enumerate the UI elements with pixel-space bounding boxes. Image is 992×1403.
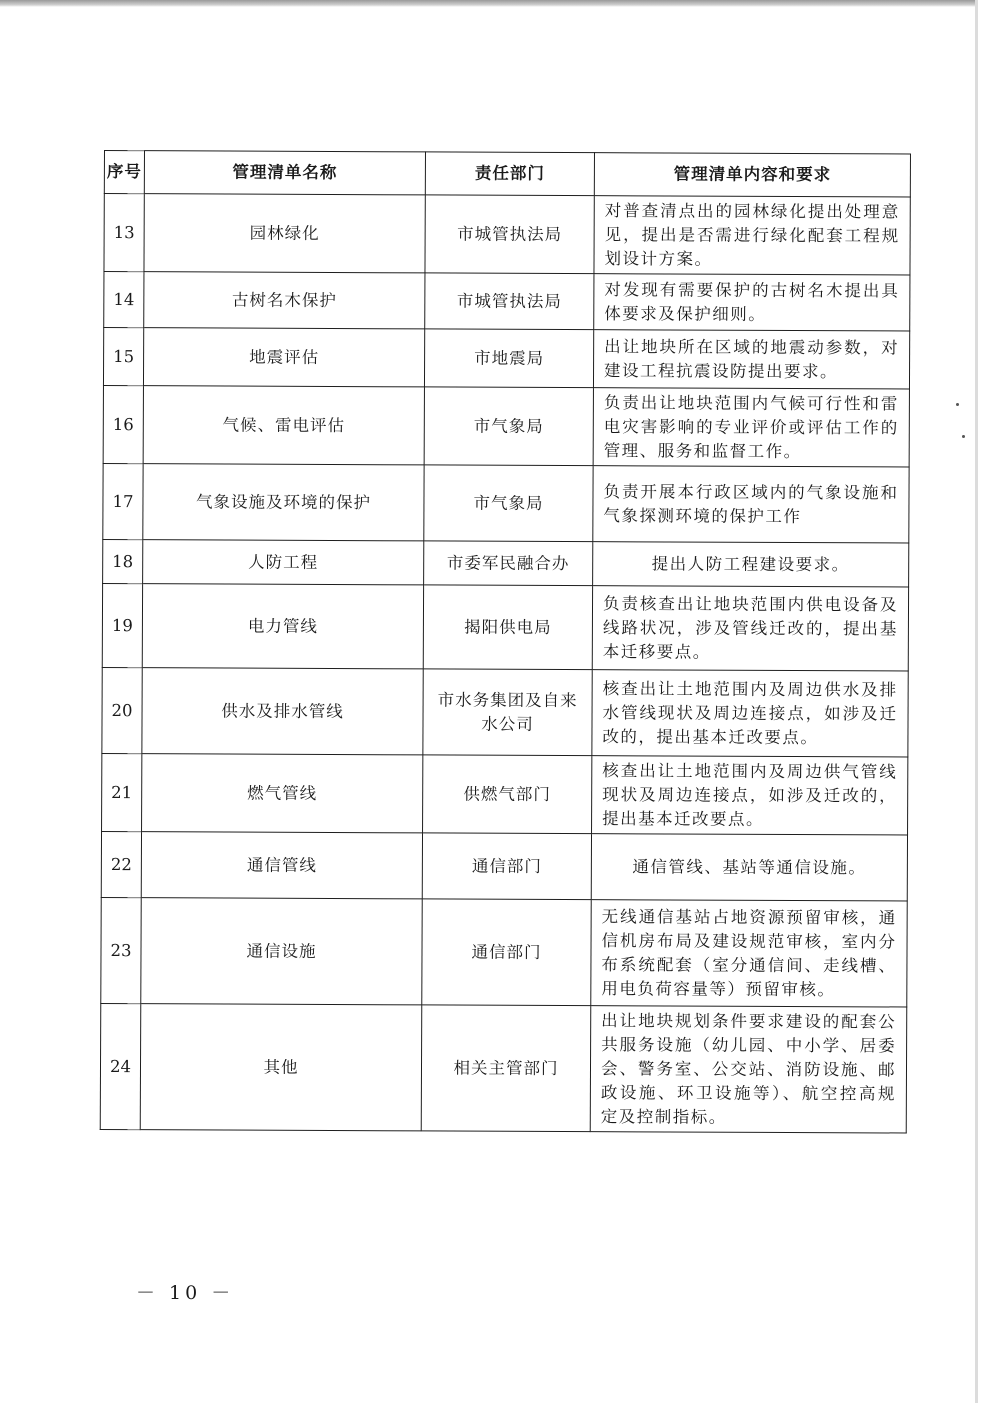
cell-serial-no: 23 — [101, 897, 141, 1003]
table-row — [102, 753, 908, 835]
cell-responsible-dept: 通信部门 — [422, 899, 591, 1006]
cell-list-name: 燃气管线 — [142, 754, 423, 833]
cell-list-name: 其他 — [140, 1004, 422, 1131]
cell-list-name: 气候、雷电评估 — [143, 386, 424, 465]
table-row — [102, 667, 908, 757]
cell-serial-no: 18 — [103, 539, 143, 583]
header-list-name: 管理清单名称 — [144, 151, 425, 195]
scan-edge — [0, 0, 975, 7]
cell-requirement: 对发现有需要保护的古树名木提出具体要求及保护细则。 — [594, 274, 910, 331]
management-list-table — [100, 150, 911, 1134]
cell-serial-no: 17 — [103, 463, 143, 539]
cell-responsible-dept: 通信部门 — [422, 833, 591, 900]
cell-serial-no: 16 — [103, 385, 143, 463]
table-row — [101, 831, 907, 901]
cell-list-name: 供水及排水管线 — [142, 668, 423, 755]
table-row — [101, 897, 907, 1007]
table-row — [103, 328, 909, 390]
table-row — [104, 194, 910, 276]
cell-list-name: 通信设施 — [141, 898, 422, 1005]
table-row — [103, 539, 909, 587]
cell-requirement: 对普查清点出的园林绿化提出处理意见，提出是否需进行绿化配套工程规划设计方案。 — [594, 196, 910, 275]
page-number: － 10 － — [136, 1282, 235, 1304]
header-responsible-dept: 责任部门 — [425, 152, 594, 196]
table-row — [103, 385, 909, 467]
cell-serial-no: 22 — [101, 831, 141, 897]
cell-responsible-dept: 市委军民融合办 — [424, 541, 593, 586]
cell-requirement: 核查出让土地范围内及周边供水及排水管线现状及周边连接点，如涉及迁改的，提出基本迁改要点。 — [592, 670, 908, 757]
cell-responsible-dept: 市水务集团及自来水公司 — [423, 669, 592, 756]
cell-serial-no: 19 — [102, 583, 142, 667]
cell-requirement: 负责核查出让地块范围内供电设备及线路状况，涉及管线迁改的，提出基本迁移要点。 — [592, 586, 908, 671]
table-row — [102, 583, 908, 671]
cell-requirement: 负责开展本行政区域内的气象设施和气象探测环境的保护工作 — [593, 466, 909, 543]
cell-list-name: 地震评估 — [143, 328, 424, 387]
cell-responsible-dept: 市城管执法局 — [425, 195, 594, 274]
cell-list-name: 人防工程 — [143, 540, 424, 585]
cell-list-name: 园林绿化 — [144, 194, 425, 273]
header-content-requirements: 管理清单内容和要求 — [594, 153, 910, 197]
cell-responsible-dept: 揭阳供电局 — [423, 585, 592, 670]
table-header-row — [104, 151, 910, 198]
cell-responsible-dept: 供燃气部门 — [423, 755, 592, 834]
cell-responsible-dept: 市气象局 — [424, 387, 593, 466]
cell-responsible-dept: 相关主管部门 — [421, 1005, 591, 1132]
cell-list-name: 气象设施及环境的保护 — [143, 464, 424, 541]
cell-requirement: 出让地块所在区域的地震动参数，对建设工程抗震设防提出要求。 — [593, 330, 909, 389]
cell-requirement: 核查出让土地范围内及周边供气管线现状及周边连接点，如涉及迁改的，提出基本迁改要点。 — [592, 756, 908, 835]
scan-speck — [956, 403, 959, 406]
cell-serial-no: 14 — [104, 272, 144, 328]
cell-responsible-dept: 市城管执法局 — [425, 273, 594, 330]
cell-responsible-dept: 市气象局 — [424, 465, 593, 542]
cell-serial-no: 24 — [100, 1003, 141, 1129]
cell-list-name: 电力管线 — [142, 584, 423, 669]
cell-requirement: 提出人防工程建设要求。 — [593, 542, 909, 587]
header-serial-no: 序号 — [104, 151, 144, 194]
cell-requirement: 通信管线、基站等通信设施。 — [591, 834, 907, 901]
cell-serial-no: 21 — [102, 753, 142, 831]
table-row — [100, 1003, 907, 1133]
cell-serial-no: 13 — [104, 194, 144, 272]
cell-requirement: 负责出让地块范围内气候可行性和雷电灾害影响的专业评价或评估工作的管理、服务和监督工作。 — [593, 388, 909, 467]
cell-responsible-dept: 市地震局 — [424, 329, 593, 388]
scan-speck — [962, 435, 965, 438]
cell-serial-no: 20 — [102, 667, 142, 753]
cell-list-name: 通信管线 — [141, 832, 422, 899]
table-row — [103, 463, 909, 543]
table-row — [104, 272, 910, 332]
scan-edge — [975, 0, 978, 1403]
cell-requirement: 出让地块规划条件要求建设的配套公共服务设施（幼儿园、中小学、居委会、警务室、公交站、消防设施、邮政设施、环卫设施等）、航空控高规定及控制指标。 — [590, 1006, 907, 1133]
cell-list-name: 古树名木保护 — [144, 272, 425, 329]
cell-requirement: 无线通信基站占地资源预留审核，通信机房布局及建设规范审核，室内分布系统配套（室分通信间、走线槽、用电负荷容量等）预留审核。 — [591, 900, 907, 1007]
cell-serial-no: 15 — [103, 328, 143, 386]
